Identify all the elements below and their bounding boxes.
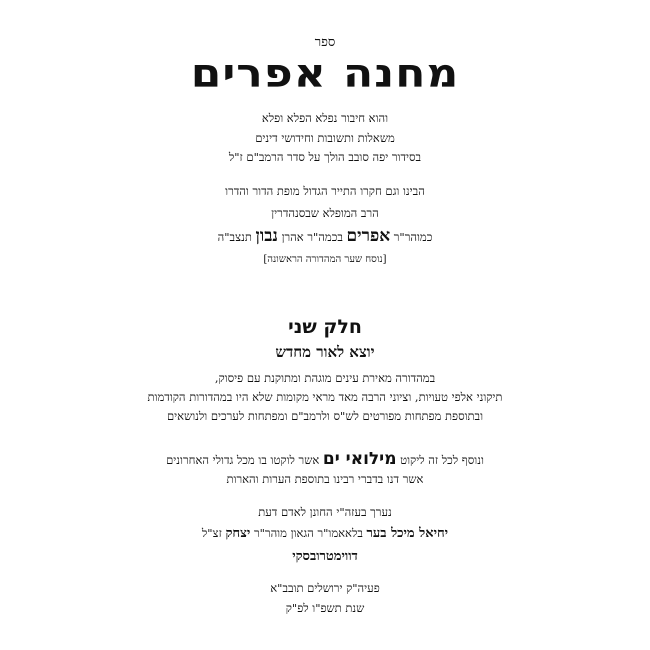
editor-name: יחיאל מיכל בער	[366, 526, 449, 541]
editor-father-title: בלאאמו"ר הגאון מוהר"ר	[253, 526, 363, 540]
editor-line-2	[0, 527, 650, 540]
addition-suffix: אשר לוקטו בו מכל גדולי האחרונים	[166, 453, 320, 467]
editor-line-1: נערך בעזה"י החונן לאדם דעת	[258, 505, 392, 519]
addition-line-1	[0, 451, 650, 468]
sefer-label: ספר	[314, 35, 336, 50]
first-edition-note: [נוסח שער המהדורה הראשונה]	[263, 254, 387, 265]
publication-place: פעיה"ק ירושלים תובב"א	[270, 581, 380, 595]
author-father: בכמה"ר אהרן	[281, 230, 343, 244]
new-print-heading: יוצא לאור מחדש	[275, 343, 375, 361]
author-line-1: הבינו וגם חקרו התייר הגדול מופת הדור והדרו	[225, 184, 425, 198]
description-line-1: והוא חיבור נפלא הפלא ופלא	[261, 111, 389, 125]
edition-line-2: תיקוני אלפי טעויות, וציוני הרבה מאד מראי מקומות שלא היו במהדורות הקודמות	[147, 390, 503, 404]
addition-line-2: אשר דנו בדברי רבינו בתוספת הערות והארות	[226, 472, 424, 486]
author-line-3	[0, 228, 650, 245]
publication-year: שנת תשפ"ו לפ"ק	[285, 601, 365, 615]
author-line-2: הרב המופלא שבסנהדרין	[271, 206, 379, 220]
description-line-2: משאלות ותשובות וחידושי דינים	[255, 131, 395, 145]
editor-surname: דווימטרובסקי	[292, 549, 358, 564]
author-surname: נבון	[255, 226, 278, 246]
editor-father-suffix: זצ"ל	[201, 526, 222, 540]
addition-prefix: ונוסף לכל זה ליקוט	[400, 453, 484, 467]
author-suffix: תנצב"ה	[217, 230, 252, 244]
addition-name: מילואי ים	[322, 449, 397, 469]
description-line-3: בסידור יפה סובב הולך על סדר הרמב"ם ז"ל	[228, 150, 422, 164]
editor-father-name: יצחק	[225, 526, 251, 541]
book-title: מחנה אפרים	[190, 50, 460, 97]
part-heading: חלק שני	[288, 316, 362, 338]
edition-line-3: ובתוספת מפתחות מפורטים לש"ס ולרמב"ם ומפתחות לערכים ולנושאים	[166, 409, 484, 423]
edition-line-1: במהדורה מאירת עינים מוגהת ומתוקנת עם פיסוק,	[214, 371, 436, 385]
author-prefix: כמוהר"ר	[393, 230, 433, 244]
author-first-name: אפרים	[346, 226, 391, 246]
